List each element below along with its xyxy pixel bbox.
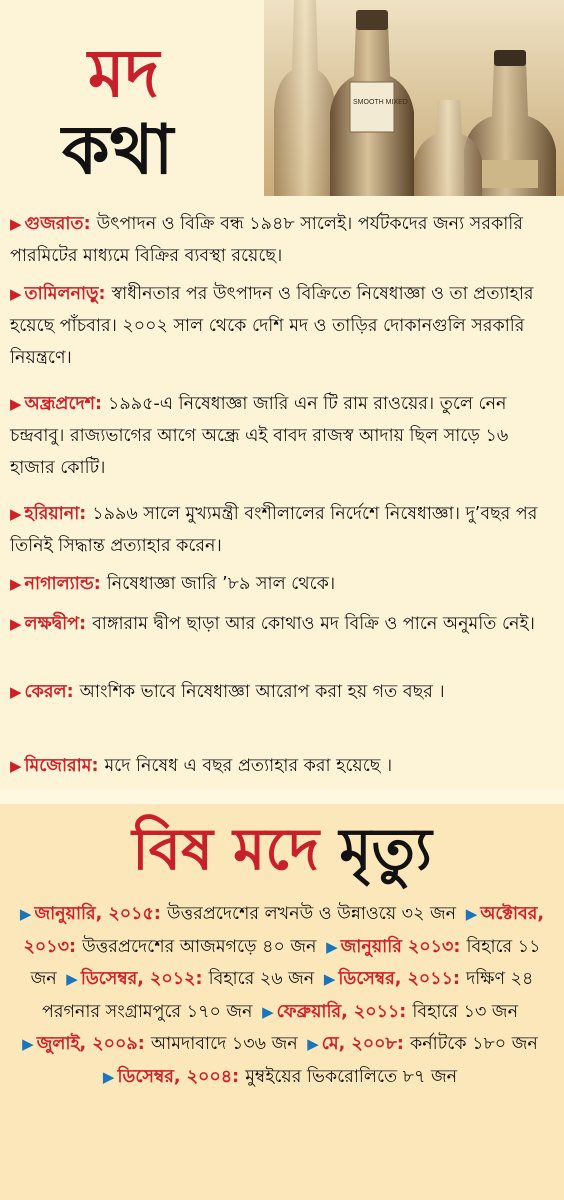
list-item: ▶ লক্ষদ্বীপ: বাঙ্গারাম দ্বীপ ছাড়া আর কোথাও মদ বিক্রি ও পানে অনুমতি নেই। bbox=[10, 614, 535, 634]
entry-date: জুলাই, ২০০৯ bbox=[36, 1034, 138, 1054]
state-name: হরিয়ানা bbox=[24, 504, 80, 524]
entry-text: দক্ষিণ ২৪ পরগনার সংগ্রামপুরে ১৭০ জন bbox=[41, 969, 534, 1022]
bullet-arrow-icon: ▶ bbox=[307, 1035, 319, 1053]
bullet-arrow-icon: ▶ bbox=[10, 395, 22, 413]
list-item: ▶ গুজরাত: উৎপাদন ও বিক্রি বন্ধ ১৯৪৮ সালেই। পর্যটকদের জন্য সরকারি পারমিটের মাধ্যমে বিক্রির ব্যবস্থা রয়েছে। bbox=[10, 214, 523, 266]
list-item: ▶ কেরল: আংশিক ভাবে নিষেধাজ্ঞা আরোপ করা হয় গত বছর । bbox=[10, 682, 445, 702]
entry-date: ডিসেম্বর, ২০১২ bbox=[80, 969, 196, 989]
entry-date: জানুয়ারি ২০১৩ bbox=[340, 936, 454, 957]
bullet-arrow-icon: ▶ bbox=[10, 615, 22, 633]
title-line-1: মদ bbox=[88, 34, 160, 112]
entry-text: বিহারে ২৬ জন bbox=[208, 969, 315, 989]
state-name: অন্ধ্রপ্রদেশ bbox=[24, 394, 96, 414]
liquor-bottles-photo bbox=[264, 0, 564, 196]
list-item: ▶ মিজোরাম: মদে নিষেধ এ বছর প্রত্যাহার করা হয়েছে । bbox=[10, 756, 393, 776]
panel-divider bbox=[0, 790, 564, 804]
bullet-arrow-icon: ▶ bbox=[66, 970, 78, 988]
entry-date: মে, ২০০৮ bbox=[321, 1034, 397, 1054]
state-name: তামিলনাড়ু bbox=[24, 284, 99, 304]
entry-text: মুম্বইয়ের ভিকরোলিতে ৮৭ জন bbox=[245, 1066, 458, 1087]
section-title-black: মৃত্যু bbox=[339, 815, 432, 883]
state-text: মদে নিষেধ এ বছর প্রত্যাহার করা হয়েছে । bbox=[104, 756, 393, 776]
death-entry: ▶ ডিসেম্বর, ২০০৪: মুম্বইয়ের ভিকরোলিতে ৮৭ জন bbox=[102, 1066, 458, 1087]
bullet-arrow-icon: ▶ bbox=[10, 757, 22, 775]
bullet-arrow-icon: ▶ bbox=[10, 575, 22, 593]
state-text: আংশিক ভাবে নিষেধাজ্ঞা আরোপ করা হয় গত বছর । bbox=[79, 682, 445, 702]
death-entry: ▶ জানুয়ারি, ২০১৫: উত্তরপ্রদেশের লখনউ ও উন্নাওয়ে ৩২ জন bbox=[19, 904, 457, 924]
entry-text: বিহারে ১৩ জন bbox=[412, 1001, 519, 1022]
bullet-arrow-icon: ▶ bbox=[10, 683, 22, 701]
state-text: স্বাধীনতার পর উৎপাদন ও বিক্রিতে নিষেধাজ্ঞা ও তা প্রত্যাহার হয়েছে পাঁচবার। ২০০২ সাল থেকে দেশি মদ ও তাড়ির দোকানগুলি সরকারি নিয়ন্ত্রণে। bbox=[10, 284, 534, 368]
panel-header bbox=[0, 0, 564, 196]
entry-date: ফেব্রুয়ারি, ২০১১ bbox=[276, 1001, 400, 1022]
bullet-arrow-icon: ▶ bbox=[102, 1067, 115, 1086]
death-entry: ▶ ডিসেম্বর, ২০১২: বিহারে ২৬ জন bbox=[66, 969, 315, 989]
death-entry: ▶ ফেব্রুয়ারি, ২০১১: বিহারে ১৩ জন bbox=[262, 1001, 519, 1022]
bullet-arrow-icon: ▶ bbox=[10, 505, 22, 523]
deaths-list bbox=[14, 898, 550, 1093]
bullet-arrow-icon: ▶ bbox=[19, 905, 32, 923]
death-entry: ▶ অক্টোবর, ২০১৩: উত্তরপ্রদেশের আজমগড়ে ৪০ জন bbox=[23, 904, 545, 957]
death-entry: ▶ জানুয়ারি ২০১৩: বিহারে ১১ জন bbox=[30, 936, 541, 989]
section-title-red: বিষ মদে bbox=[132, 815, 320, 883]
entry-text: উত্তরপ্রদেশের লখনউ ও উন্নাওয়ে ৩২ জন bbox=[166, 904, 457, 924]
entry-text: বিহারে ১১ জন bbox=[30, 936, 541, 989]
title-line-2: কথা bbox=[62, 110, 174, 190]
entry-text: উত্তরপ্রদেশের আজমগড়ে ৪০ জন bbox=[82, 936, 317, 957]
list-item: ▶ তামিলনাড়ু: স্বাধীনতার পর উৎপাদন ও বিক্রিতে নিষেধাজ্ঞা ও তা প্রত্যাহার হয়েছে পাঁচবার। ২০০২ সাল থেকে দেশি মদ ও তাড়ির দোকানগুলি সরকারি নিয়ন্ত্রণে। bbox=[10, 284, 534, 368]
list-item: ▶ হরিয়ানা: ১৯৯৬ সালে মুখ্যমন্ত্রী বংশীলালের নির্দেশে নিষেধাজ্ঞা। দু’বছর পর তিনিই সিদ্ধান্ত প্রত্যাহার করেন। bbox=[10, 504, 538, 556]
state-name: মিজোরাম bbox=[24, 756, 92, 776]
state-text: ১৯৯৬ সালে মুখ্যমন্ত্রী বংশীলালের নির্দেশে নিষেধাজ্ঞা। দু’বছর পর তিনিই সিদ্ধান্ত প্রত্যাহার করেন। bbox=[10, 504, 538, 556]
section-title bbox=[0, 814, 564, 884]
death-entry: ▶ ডিসেম্বর, ২০১১: দক্ষিণ ২৪ পরগনার সংগ্রামপুরে ১৭০ জন bbox=[41, 969, 534, 1022]
state-text: উৎপাদন ও বিক্রি বন্ধ ১৯৪৮ সালেই। পর্যটকদের জন্য সরকারি পারমিটের মাধ্যমে বিক্রির ব্যবস্থা রয়েছে। bbox=[10, 214, 523, 266]
bullet-arrow-icon: ▶ bbox=[10, 285, 22, 303]
bullet-arrow-icon: ▶ bbox=[465, 905, 478, 923]
death-entry: ▶ জুলাই, ২০০৯: আমদাবাদে ১৩৬ জন bbox=[22, 1034, 298, 1054]
state-text: বাঙ্গারাম দ্বীপ ছাড়া আর কোথাও মদ বিক্রি ও পানে অনুমতি নেই। bbox=[92, 614, 535, 634]
list-item: ▶ নাগাল্যান্ড: নিষেধাজ্ঞা জারি ’৮৯ সাল থেকে। bbox=[10, 574, 336, 594]
state-name: লক্ষদ্বীপ bbox=[24, 614, 80, 634]
state-name: গুজরাত bbox=[24, 214, 84, 234]
entry-date: জানুয়ারি, ২০১৫ bbox=[34, 904, 154, 924]
list-item: ▶ অন্ধ্রপ্রদেশ: ১৯৯৫-এ নিষেধাজ্ঞা জারি এন টি রাম রাওয়ের। তুলে নেন চন্দ্রবাবু। রাজ্যভাগের আগে অন্ধ্রে এই বাবদ রাজস্ব আদায় ছিল সাড়ে ১৬ হাজার কোটি। bbox=[10, 394, 509, 478]
bullet-arrow-icon: ▶ bbox=[323, 970, 336, 988]
bullet-arrow-icon: ▶ bbox=[326, 937, 338, 956]
entry-date: অক্টোবর, ২০১৩ bbox=[23, 904, 545, 957]
entry-text: আমদাবাদে ১৩৬ জন bbox=[150, 1034, 298, 1054]
death-entry: ▶ মে, ২০০৮: কর্নাটকে ১৮০ জন bbox=[307, 1034, 538, 1054]
state-name: কেরল bbox=[24, 682, 67, 702]
bullet-arrow-icon: ▶ bbox=[22, 1035, 34, 1053]
poison-liquor-deaths-panel bbox=[0, 804, 564, 1200]
entry-text: কর্নাটকে ১৮০ জন bbox=[409, 1034, 538, 1054]
state-text: ১৯৯৫-এ নিষেধাজ্ঞা জারি এন টি রাম রাওয়ের। তুলে নেন চন্দ্রবাবু। রাজ্যভাগের আগে অন্ধ্রে এই বাবদ রাজস্ব আদায় ছিল সাড়ে ১৬ হাজার কোটি। bbox=[10, 394, 509, 478]
entry-date: ডিসেম্বর, ২০০৪ bbox=[117, 1066, 233, 1087]
entry-date: ডিসেম্বর, ২০১১ bbox=[338, 969, 454, 989]
state-text: নিষেধাজ্ঞা জারি ’৮৯ সাল থেকে। bbox=[106, 574, 336, 594]
bullet-arrow-icon: ▶ bbox=[10, 215, 22, 233]
state-name: নাগাল্যান্ড bbox=[24, 574, 94, 594]
bottle-label-text: SMOOTH MIXED bbox=[353, 99, 408, 106]
bullet-arrow-icon: ▶ bbox=[262, 1002, 274, 1021]
